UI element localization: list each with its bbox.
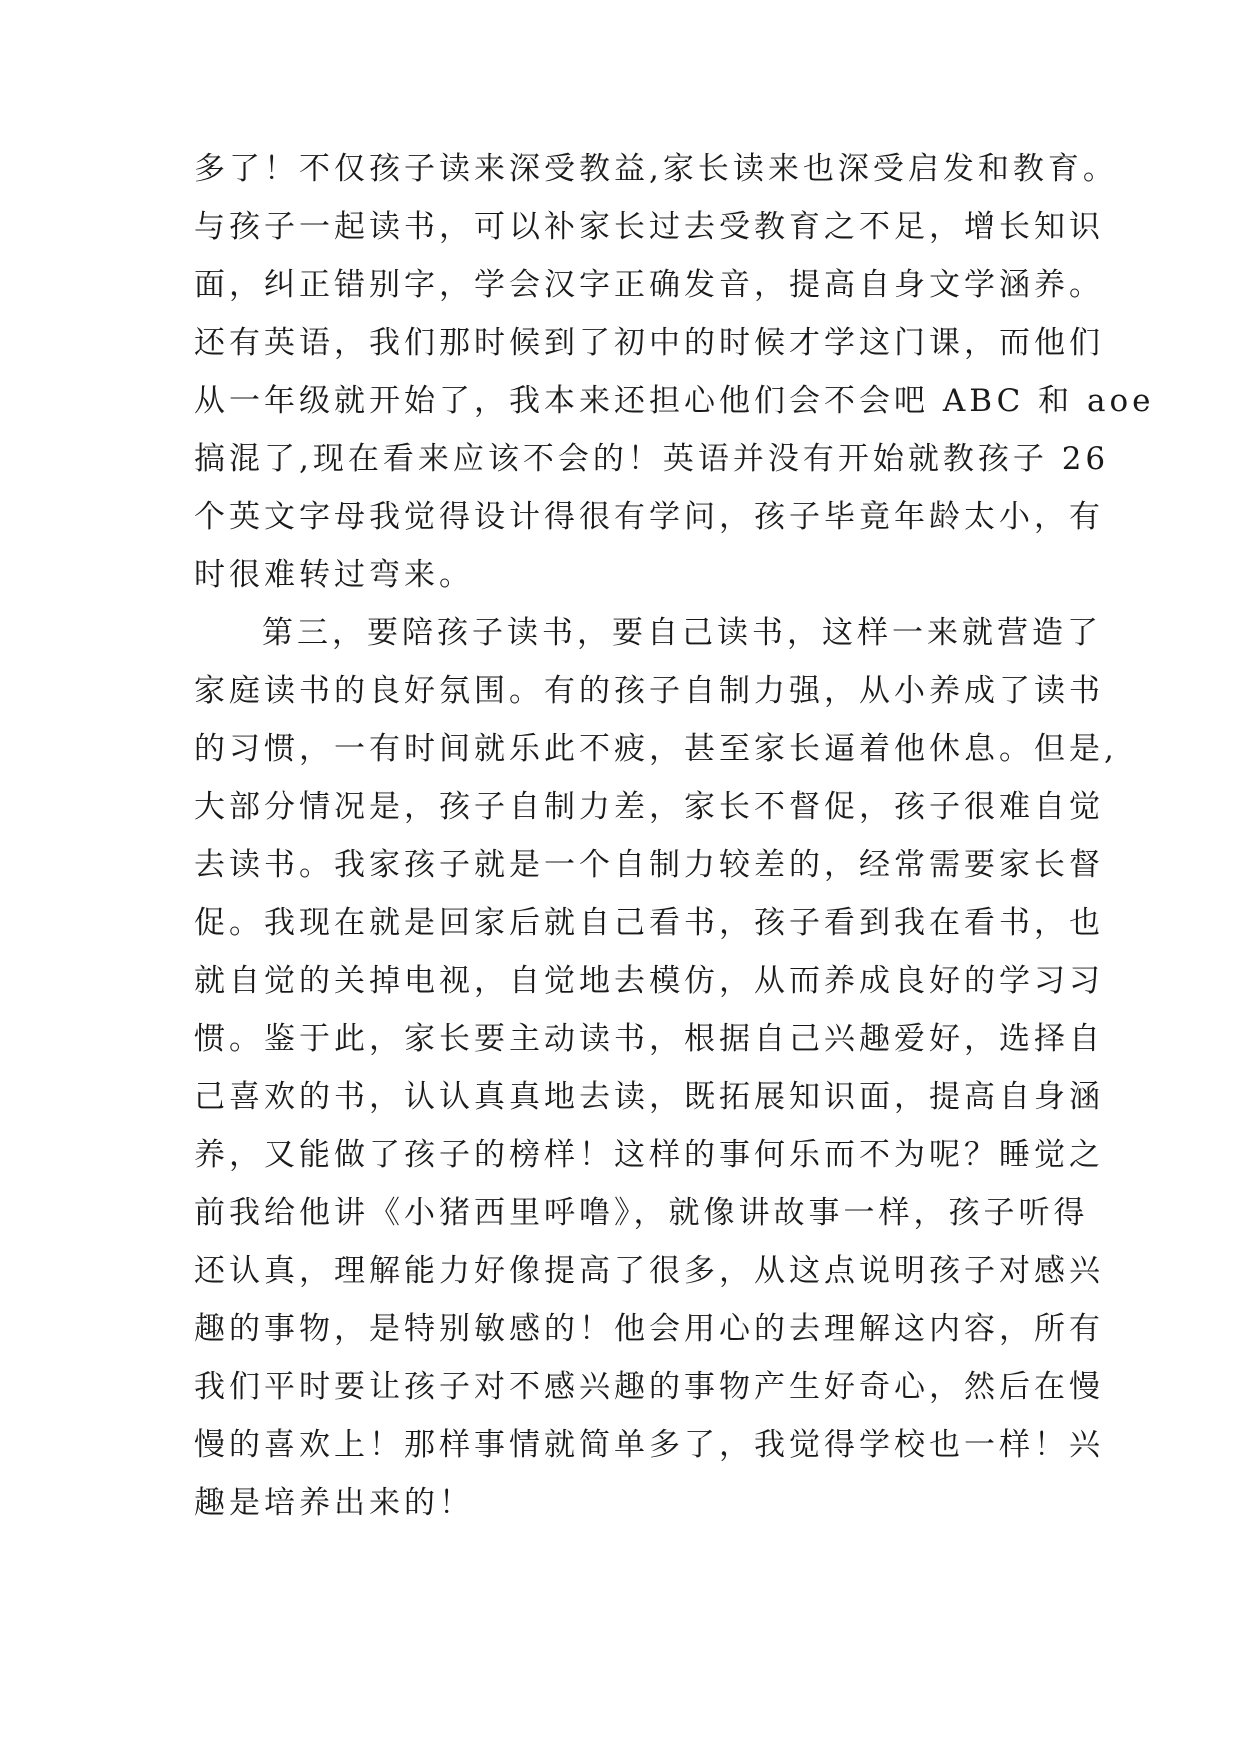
text-line: 己喜欢的书，认认真真地去读，既拓展知识面，提高自身涵 xyxy=(194,1079,1104,1115)
text-line: 前我给他讲《小猪西里呼噜》，就像讲故事一样，孩子听得 xyxy=(194,1195,1089,1231)
text-line: 促。我现在就是回家后就自己看书，孩子看到我在看书，也 xyxy=(194,905,1104,941)
text-line: 趣是培养出来的！ xyxy=(194,1485,474,1521)
body-text xyxy=(194,140,1155,1532)
text-line: 就自觉的关掉电视，自觉地去模仿，从而养成良好的学习习 xyxy=(194,963,1104,999)
text-line: 与孩子一起读书，可以补家长过去受教育之不足，增长知识 xyxy=(194,209,1104,245)
text-line: 从一年级就开始了，我本来还担心他们会不会吧 ABC 和 aoe xyxy=(194,383,1155,419)
text-line: 还认真，理解能力好像提高了很多，从这点说明孩子对感兴 xyxy=(194,1253,1104,1289)
text-line: 时很难转过弯来。 xyxy=(194,557,474,593)
text-line: 我们平时要让孩子对不感兴趣的事物产生好奇心，然后在慢 xyxy=(194,1369,1104,1405)
text-line: 惯。鉴于此，家长要主动读书，根据自己兴趣爱好，选择自 xyxy=(194,1021,1104,1057)
text-line: 家庭读书的良好氛围。有的孩子自制力强，从小养成了读书 xyxy=(194,673,1104,709)
text-line: 搞混了,现在看来应该不会的！英语并没有开始就教孩子 26 xyxy=(194,441,1110,477)
text-line: 慢的喜欢上！那样事情就简单多了，我觉得学校也一样！兴 xyxy=(194,1427,1104,1463)
text-line: 大部分情况是，孩子自制力差，家长不督促，孩子很难自觉 xyxy=(194,789,1104,825)
text-line: 多了！不仅孩子读来深受教益,家长读来也深受启发和教育。 xyxy=(194,151,1118,187)
text-line: 去读书。我家孩子就是一个自制力较差的，经常需要家长督 xyxy=(194,847,1104,883)
text-line: 个英文字母我觉得设计得很有学问，孩子毕竟年龄太小，有 xyxy=(194,499,1104,535)
text-line: 趣的事物，是特别敏感的！他会用心的去理解这内容，所有 xyxy=(194,1311,1104,1347)
text-line: 还有英语，我们那时候到了初中的时候才学这门课，而他们 xyxy=(194,325,1104,361)
paragraph-start-line: 第三，要陪孩子读书，要自己读书，这样一来就营造了 xyxy=(262,615,1102,651)
text-line: 面，纠正错别字，学会汉字正确发音，提高自身文学涵养。 xyxy=(194,267,1104,303)
text-line: 的习惯，一有时间就乐此不疲，甚至家长逼着他休息。但是, xyxy=(194,731,1118,767)
text-line: 养，又能做了孩子的榜样！这样的事何乐而不为呢？睡觉之 xyxy=(194,1137,1104,1173)
